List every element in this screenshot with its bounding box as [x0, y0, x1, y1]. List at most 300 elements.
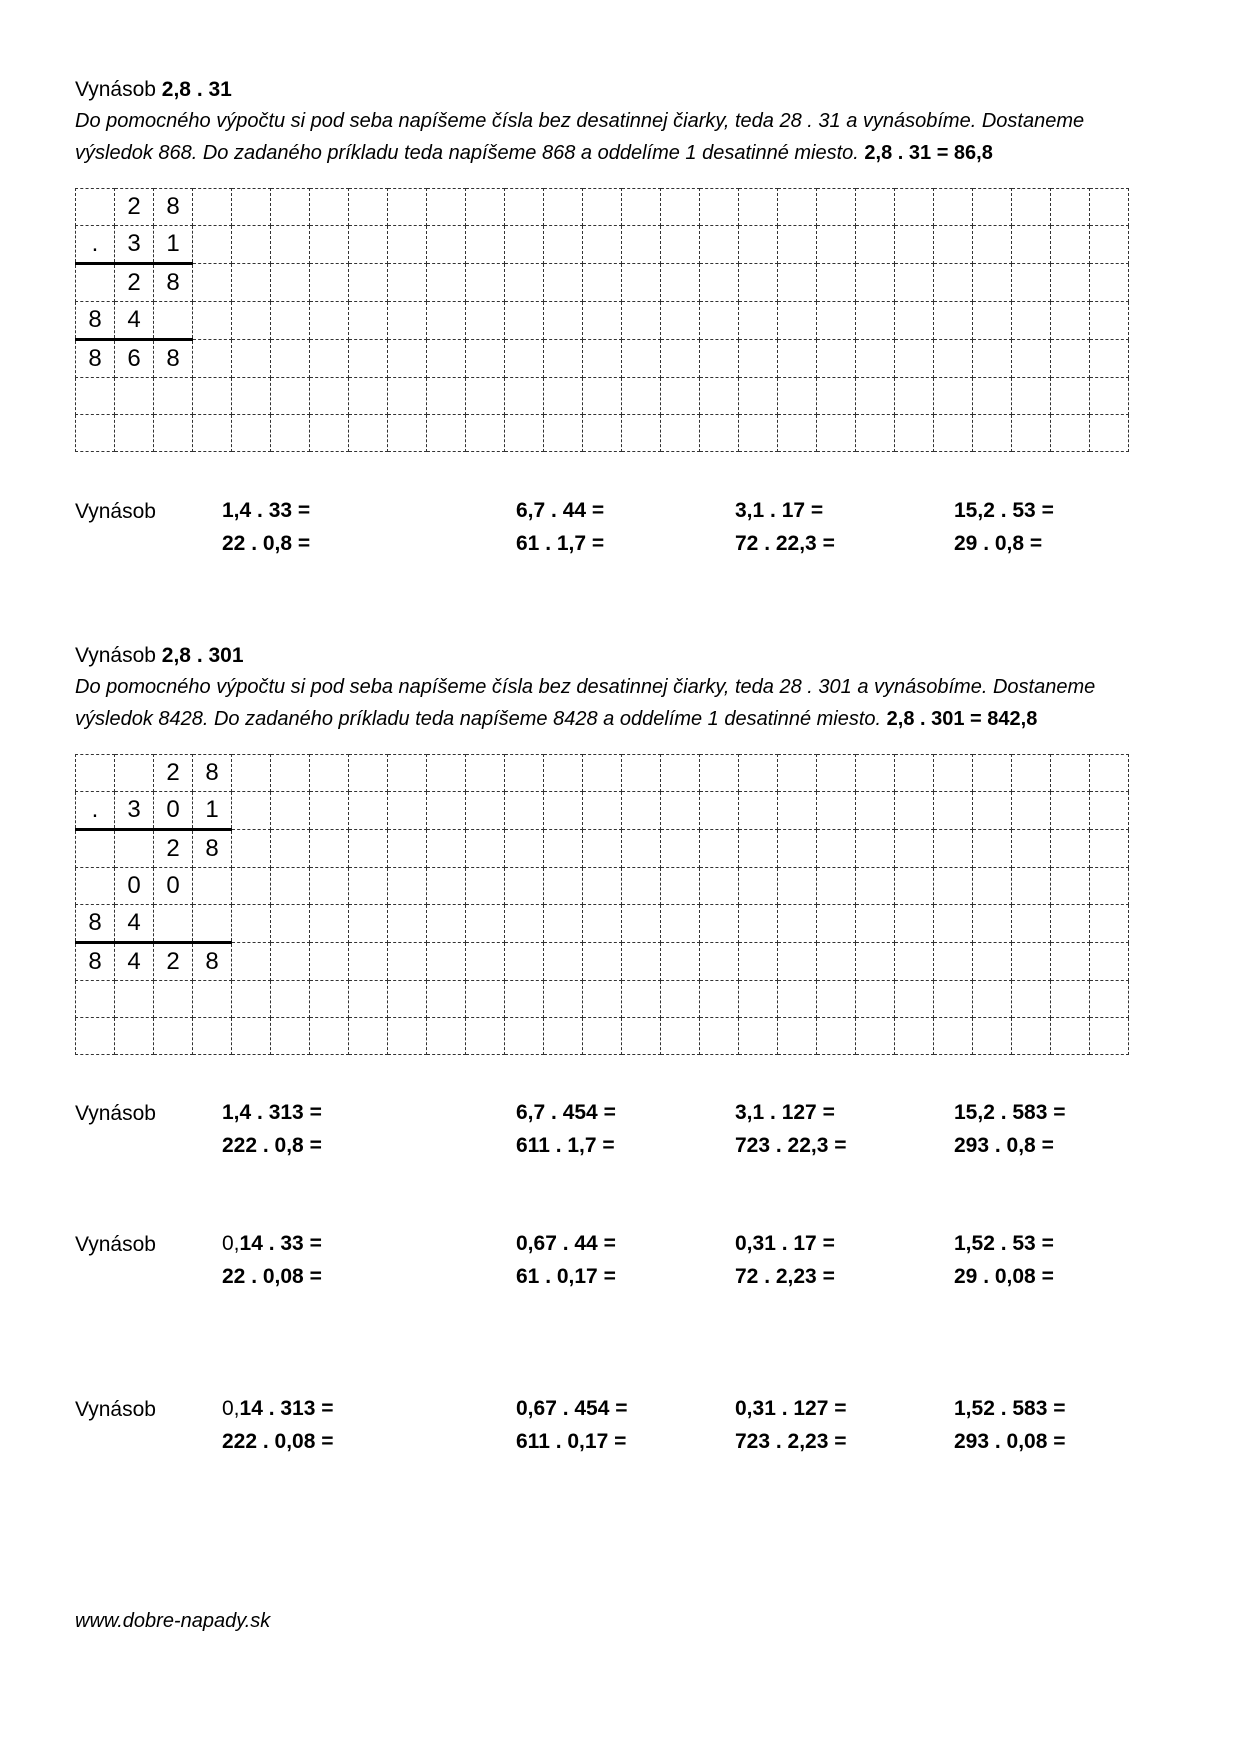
exercise-item: 1,52 . 583 = [954, 1397, 1066, 1420]
grid-cell [973, 189, 1012, 226]
grid-cell [544, 868, 583, 905]
grid-cell [544, 415, 583, 452]
grid-cell [349, 302, 388, 340]
grid-cell [583, 226, 622, 264]
grid-row [76, 340, 1129, 378]
grid-cell [1012, 981, 1051, 1018]
grid-cell [349, 226, 388, 264]
section2-title-prefix: Vynásob [75, 644, 156, 667]
grid-cell [1051, 264, 1090, 302]
grid-cell [1012, 830, 1051, 868]
grid-cell [349, 1018, 388, 1055]
grid-cell [895, 792, 934, 830]
grid-cell [817, 905, 856, 943]
grid-cell [661, 868, 700, 905]
grid-cell [622, 189, 661, 226]
grid-cell [310, 905, 349, 943]
grid-cell [388, 302, 427, 340]
exercise-item: 1,52 . 53 = [954, 1232, 1054, 1255]
grid-cell [934, 1018, 973, 1055]
grid-cell [466, 302, 505, 340]
grid-cell [700, 415, 739, 452]
grid-cell [427, 378, 466, 415]
grid-cell [271, 943, 310, 981]
grid-cell [466, 981, 505, 1018]
grid-cell [76, 378, 115, 415]
grid-cell [193, 378, 232, 415]
grid-cell [544, 792, 583, 830]
grid-cell [1090, 302, 1129, 340]
grid-cell [1090, 415, 1129, 452]
grid-cell [934, 755, 973, 792]
grid-cell [310, 415, 349, 452]
grid-cell [505, 830, 544, 868]
grid-cell [154, 378, 193, 415]
grid-cell [583, 755, 622, 792]
grid-cell [154, 981, 193, 1018]
section1-title-expression: 2,8 . 31 [161, 78, 232, 101]
grid-cell [271, 264, 310, 302]
grid-cell [817, 868, 856, 905]
grid-cell [154, 302, 193, 340]
grid-cell [271, 830, 310, 868]
grid-cell [1051, 943, 1090, 981]
footer-url: www.dobre-napady.sk [75, 1610, 271, 1632]
grid-cell [778, 340, 817, 378]
grid-cell [661, 302, 700, 340]
grid-cell [427, 868, 466, 905]
grid-cell [388, 415, 427, 452]
grid-cell [154, 415, 193, 452]
grid-cell [1090, 264, 1129, 302]
exercise-item: 6,7 . 454 = [516, 1101, 616, 1124]
grid-cell [1051, 378, 1090, 415]
grid-row [76, 792, 1129, 830]
section1-calculation-grid [75, 188, 1129, 452]
grid-cell [739, 226, 778, 264]
exercise-item: 22 . 0,8 = [222, 532, 311, 555]
exercise-item: 6,7 . 44 = [516, 499, 605, 522]
grid-cell [232, 943, 271, 981]
grid-cell [466, 943, 505, 981]
grid-cell [1012, 378, 1051, 415]
grid-cell [310, 302, 349, 340]
exercise-item-prefix: 0, [222, 1232, 240, 1255]
section1-desc-line2-wrap [75, 137, 1175, 169]
grid-cell [583, 792, 622, 830]
grid-cell [661, 792, 700, 830]
grid-cell: 8 [76, 905, 115, 943]
grid-cell [427, 264, 466, 302]
grid-cell [76, 415, 115, 452]
grid-cell [700, 1018, 739, 1055]
grid-cell [973, 415, 1012, 452]
grid-cell [700, 792, 739, 830]
grid-cell [466, 792, 505, 830]
grid-cell [661, 981, 700, 1018]
grid-cell [700, 302, 739, 340]
grid-cell: 8 [76, 302, 115, 340]
grid-cell [76, 981, 115, 1018]
grid-cell [583, 264, 622, 302]
grid-cell [388, 189, 427, 226]
grid-cell [778, 264, 817, 302]
grid-cell [466, 755, 505, 792]
exercise1-col3 [735, 494, 835, 560]
grid-cell [1051, 792, 1090, 830]
grid-cell [778, 830, 817, 868]
section2-desc-line1: Do pomocného výpočtu si pod seba napíšeme čísla bez desatinnej čiarky, teda 28 . 301 a vynásobíme. Dostaneme [75, 676, 1096, 698]
grid-cell [1090, 905, 1129, 943]
exercise-item: 15,2 . 583 = [954, 1101, 1066, 1124]
grid-cell [310, 264, 349, 302]
exercise-item: 611 . 0,17 = [516, 1430, 627, 1453]
grid-cell [232, 415, 271, 452]
grid-cell [661, 415, 700, 452]
exercise4-col1 [222, 1392, 334, 1458]
grid-cell [271, 905, 310, 943]
grid-cell [739, 868, 778, 905]
grid-cell [310, 943, 349, 981]
grid-cell [622, 1018, 661, 1055]
grid-cell [1051, 189, 1090, 226]
exercise4-col4 [954, 1392, 1066, 1458]
grid-cell [1090, 830, 1129, 868]
grid-cell: 1 [154, 226, 193, 264]
grid-row [76, 378, 1129, 415]
grid-cell [934, 226, 973, 264]
exercise-item: 1,4 . 313 = [222, 1101, 322, 1124]
exercise-item: 29 . 0,08 = [954, 1265, 1054, 1288]
grid-cell: 8 [154, 189, 193, 226]
grid-cell [115, 755, 154, 792]
grid-cell [622, 905, 661, 943]
grid-cell [349, 792, 388, 830]
grid-cell [1051, 905, 1090, 943]
grid-cell [232, 792, 271, 830]
grid-cell [1051, 302, 1090, 340]
grid-cell [505, 943, 544, 981]
grid-cell [193, 905, 232, 943]
grid-cell [895, 943, 934, 981]
section2-desc-line2-wrap [75, 703, 1185, 735]
grid-cell [934, 981, 973, 1018]
exercise4-label: Vynásob [75, 1398, 156, 1421]
grid-cell [817, 378, 856, 415]
grid-cell [973, 981, 1012, 1018]
grid-cell [817, 264, 856, 302]
exercise-item: 72 . 2,23 = [735, 1265, 835, 1288]
grid-cell: 4 [115, 943, 154, 981]
grid-cell [583, 830, 622, 868]
grid-row [76, 868, 1129, 905]
exercise-item: 1,4 . 33 = [222, 499, 311, 522]
grid-cell [310, 340, 349, 378]
grid-cell [193, 226, 232, 264]
grid-cell [388, 868, 427, 905]
grid-cell [1051, 868, 1090, 905]
grid-cell [76, 189, 115, 226]
grid-cell [271, 340, 310, 378]
grid-cell [739, 302, 778, 340]
exercise-item: 61 . 1,7 = [516, 532, 605, 555]
grid-cell [154, 905, 193, 943]
grid-cell [1051, 415, 1090, 452]
grid-cell [700, 340, 739, 378]
exercise-item-rest: 14 . 313 = [239, 1397, 334, 1420]
grid-cell [895, 302, 934, 340]
grid-cell [739, 1018, 778, 1055]
grid-cell [1012, 1018, 1051, 1055]
exercise2-label: Vynásob [75, 1102, 156, 1125]
grid-cell [193, 264, 232, 302]
grid-cell [661, 905, 700, 943]
grid-cell [1012, 340, 1051, 378]
grid-cell [661, 1018, 700, 1055]
section2-description [75, 671, 1185, 735]
grid-cell [934, 189, 973, 226]
grid-cell [895, 378, 934, 415]
exercise-item: 0,31 . 17 = [735, 1232, 835, 1255]
grid-cell [1090, 189, 1129, 226]
grid-cell [700, 189, 739, 226]
grid-cell [544, 226, 583, 264]
exercise-item: 3,1 . 127 = [735, 1101, 835, 1124]
grid-cell [622, 755, 661, 792]
grid-cell [778, 943, 817, 981]
grid-cell [622, 415, 661, 452]
grid-cell [1090, 981, 1129, 1018]
grid-cell [1012, 943, 1051, 981]
grid-cell [700, 868, 739, 905]
grid-cell [583, 415, 622, 452]
grid-cell [427, 755, 466, 792]
grid-cell [427, 302, 466, 340]
grid-cell [895, 264, 934, 302]
grid-cell [388, 830, 427, 868]
grid-cell [583, 905, 622, 943]
grid-row [76, 302, 1129, 340]
grid-cell [934, 378, 973, 415]
grid-cell [817, 189, 856, 226]
grid-cell [466, 378, 505, 415]
grid-cell: 4 [115, 302, 154, 340]
grid-cell [193, 1018, 232, 1055]
exercise3-col1 [222, 1227, 322, 1293]
section2-result: 2,8 . 301 = 842,8 [886, 708, 1038, 730]
grid-cell [115, 830, 154, 868]
exercise-item: 22 . 0,08 = [222, 1265, 322, 1288]
grid-cell [388, 1018, 427, 1055]
grid-cell [856, 1018, 895, 1055]
grid-cell [271, 378, 310, 415]
grid-cell [505, 340, 544, 378]
grid-cell [856, 415, 895, 452]
grid-cell [622, 830, 661, 868]
grid-cell [934, 792, 973, 830]
grid-cell [895, 415, 934, 452]
grid-cell [778, 415, 817, 452]
grid-cell [778, 302, 817, 340]
grid-cell: 8 [154, 264, 193, 302]
grid-row [76, 981, 1129, 1018]
grid-cell [232, 981, 271, 1018]
grid-cell [427, 905, 466, 943]
grid-cell [115, 378, 154, 415]
grid-cell [778, 189, 817, 226]
grid-cell [505, 226, 544, 264]
grid-cell [739, 378, 778, 415]
grid-cell [349, 943, 388, 981]
grid-cell [739, 830, 778, 868]
grid-cell [544, 302, 583, 340]
grid-cell [583, 302, 622, 340]
grid-cell [466, 1018, 505, 1055]
exercise-item: 29 . 0,8 = [954, 532, 1043, 555]
grid-cell [817, 226, 856, 264]
grid-cell [349, 189, 388, 226]
grid-cell [271, 226, 310, 264]
grid-cell [349, 905, 388, 943]
grid-cell [232, 340, 271, 378]
grid-cell [934, 415, 973, 452]
exercise2-col1 [222, 1096, 322, 1162]
grid-cell [778, 378, 817, 415]
grid-cell [856, 792, 895, 830]
grid-cell [1012, 415, 1051, 452]
section1-desc-line1: Do pomocného výpočtu si pod seba napíšeme čísla bez desatinnej čiarky, teda 28 . 31 a vynásobíme. Dostaneme [75, 110, 1085, 132]
grid-cell [349, 755, 388, 792]
grid-row [76, 226, 1129, 264]
grid-cell: 8 [154, 340, 193, 378]
grid-cell [193, 868, 232, 905]
grid-cell [583, 868, 622, 905]
grid-cell [505, 378, 544, 415]
grid-cell [310, 868, 349, 905]
grid-cell [466, 226, 505, 264]
grid-cell [232, 378, 271, 415]
grid-cell [544, 755, 583, 792]
exercise4-col2 [516, 1392, 628, 1458]
grid-cell [856, 189, 895, 226]
grid-cell [349, 868, 388, 905]
grid-cell [895, 189, 934, 226]
grid-cell [310, 226, 349, 264]
grid-cell [778, 981, 817, 1018]
grid-cell [193, 415, 232, 452]
grid-cell [271, 415, 310, 452]
grid-cell [973, 905, 1012, 943]
grid-cell [505, 981, 544, 1018]
grid-cell [973, 868, 1012, 905]
grid-cell [466, 264, 505, 302]
section2-desc-line2: výsledok 8428. Do zadaného príkladu teda napíšeme 8428 a oddelíme 1 desatinné miesto. [75, 708, 882, 730]
exercise-item: 72 . 22,3 = [735, 532, 835, 555]
grid-cell [934, 868, 973, 905]
grid-cell [466, 905, 505, 943]
exercise-item: 293 . 0,8 = [954, 1134, 1054, 1157]
grid-cell [310, 792, 349, 830]
grid-cell [76, 868, 115, 905]
grid-cell [934, 905, 973, 943]
grid-cell [427, 340, 466, 378]
grid-cell [973, 226, 1012, 264]
grid-cell [934, 302, 973, 340]
grid-cell [1012, 755, 1051, 792]
grid-cell [700, 226, 739, 264]
grid-cell [817, 340, 856, 378]
grid-row [76, 943, 1129, 981]
grid-cell [583, 340, 622, 378]
exercise3-col3 [735, 1227, 835, 1293]
grid-row [76, 415, 1129, 452]
grid-cell [700, 378, 739, 415]
grid-cell [1090, 378, 1129, 415]
grid-cell [310, 755, 349, 792]
exercise2-col2 [516, 1096, 616, 1162]
grid-cell [505, 755, 544, 792]
grid-cell [193, 302, 232, 340]
grid-cell [895, 868, 934, 905]
grid-cell: 6 [115, 340, 154, 378]
grid-cell [427, 226, 466, 264]
grid-cell [544, 378, 583, 415]
grid-cell [739, 415, 778, 452]
grid-cell [466, 415, 505, 452]
grid-cell [739, 943, 778, 981]
grid-cell [271, 302, 310, 340]
grid-cell: 8 [193, 755, 232, 792]
grid-cell [817, 302, 856, 340]
grid-cell [895, 755, 934, 792]
grid-cell [856, 981, 895, 1018]
grid-cell [466, 189, 505, 226]
grid-cell [895, 830, 934, 868]
grid-cell [1090, 943, 1129, 981]
grid-cell [856, 905, 895, 943]
grid-cell [115, 1018, 154, 1055]
grid-cell [856, 755, 895, 792]
grid-cell [856, 830, 895, 868]
grid-cell: 0 [115, 868, 154, 905]
grid-cell [856, 302, 895, 340]
grid-cell [427, 1018, 466, 1055]
grid-cell [739, 792, 778, 830]
grid-cell [661, 755, 700, 792]
grid-cell [1090, 755, 1129, 792]
grid-cell [505, 415, 544, 452]
grid-row [76, 1018, 1129, 1055]
grid-cell [583, 943, 622, 981]
grid-cell [427, 830, 466, 868]
grid-cell [973, 792, 1012, 830]
grid-cell [1090, 792, 1129, 830]
exercise3-col4 [954, 1227, 1054, 1293]
grid-row [76, 755, 1129, 792]
grid-cell [193, 189, 232, 226]
grid-cell [466, 830, 505, 868]
grid-cell [700, 981, 739, 1018]
grid-cell [622, 302, 661, 340]
grid-cell [973, 1018, 1012, 1055]
exercise4-col3 [735, 1392, 847, 1458]
grid-cell [505, 264, 544, 302]
grid-cell [895, 981, 934, 1018]
grid-cell [817, 830, 856, 868]
grid-cell [76, 1018, 115, 1055]
grid-cell [349, 264, 388, 302]
grid-cell [388, 755, 427, 792]
